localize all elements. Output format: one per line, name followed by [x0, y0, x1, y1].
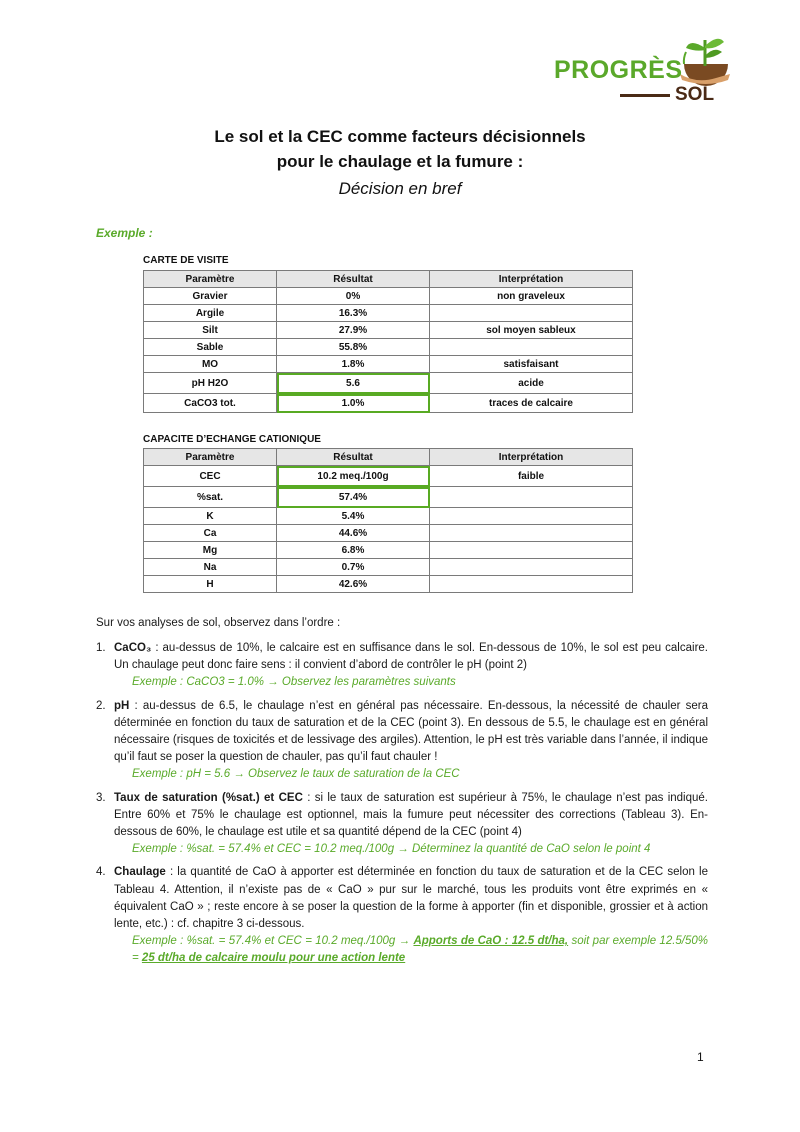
logo-sub: SOL — [675, 84, 715, 105]
table-row — [144, 525, 633, 542]
progres-sol-logo — [548, 34, 738, 106]
cell-result-highlighted: 5.6 — [277, 373, 430, 394]
cell-interp: acide — [430, 373, 633, 394]
cell-result: 6.8% — [277, 542, 430, 559]
step-term: Chaulage — [114, 866, 166, 879]
cell-interp — [430, 559, 633, 576]
example-prefix: Exemple : %sat. = 57.4% et CEC = 10.2 meq./100g → — [132, 935, 414, 948]
step-caco3 — [96, 640, 708, 692]
cell-param: %sat. — [144, 487, 277, 508]
cell-param: H — [144, 576, 277, 593]
step-term: Taux de saturation (%sat.) et CEC — [114, 791, 303, 804]
step-ph — [96, 698, 708, 784]
table-row — [144, 466, 633, 487]
cell-result-highlighted: 57.4% — [277, 487, 430, 508]
table-row — [144, 322, 633, 339]
table-row — [144, 487, 633, 508]
step-example: Exemple : %sat. = 57.4% et CEC = 10.2 meq./100g → Déterminez la quantité de CaO selon le point 4 — [132, 843, 651, 856]
cell-interp: non graveleux — [430, 288, 633, 305]
step-saturation-cec — [96, 790, 708, 859]
table-row — [144, 373, 633, 394]
table-header-row — [144, 271, 633, 288]
table-row — [144, 356, 633, 373]
cell-param: Gravier — [144, 288, 277, 305]
cell-param: Na — [144, 559, 277, 576]
table-row — [144, 339, 633, 356]
step-term: CaCO₃ — [114, 642, 152, 654]
step-text: : la quantité de CaO à apporter est déterminée en fonction du taux de saturation et de la CEC selon le Tableau 4. Attention, il n’existe pas de « CaO » pur sur le marché, tous les produits vont être exprimés en « équivalent CaO » ; reste encore à se poser la question de la forme à apporter (fin et disponible, grossier et à action lente, etc.) : cf. chapitre 3 ci-dessous. — [114, 866, 708, 931]
logo-word: PROGRÈS — [554, 56, 683, 84]
cell-interp: faible — [430, 466, 633, 487]
step-example: Exemple : pH = 5.6 → Observez le taux de saturation de la CEC — [132, 768, 460, 781]
header-parametre: Paramètre — [144, 449, 277, 466]
cell-param: MO — [144, 356, 277, 373]
cell-param: Argile — [144, 305, 277, 322]
capacite-echange-table — [143, 448, 633, 593]
step-chaulage — [96, 864, 708, 967]
cell-interp — [430, 339, 633, 356]
cell-interp — [430, 305, 633, 322]
cell-result: 0.7% — [277, 559, 430, 576]
cell-interp: traces de calcaire — [430, 394, 633, 413]
table-row — [144, 576, 633, 593]
carte-de-visite-table — [143, 270, 633, 413]
cell-result-highlighted: 1.0% — [277, 394, 430, 413]
table-row — [144, 559, 633, 576]
header-interpretation: Interprétation — [430, 449, 633, 466]
intro-text: Sur vos analyses de sol, observez dans l’ordre : — [96, 617, 341, 629]
table-row — [144, 542, 633, 559]
header-parametre: Paramètre — [144, 271, 277, 288]
example-calcaire-amount: 25 dt/ha de calcaire moulu pour une action lente — [141, 952, 406, 965]
cell-interp: satisfaisant — [430, 356, 633, 373]
cell-interp — [430, 525, 633, 542]
table2-caption: CAPACITE D’ECHANGE CATIONIQUE — [143, 434, 321, 445]
cell-result-highlighted: 10.2 meq./100g — [277, 466, 430, 487]
cell-param: K — [144, 508, 277, 525]
cell-param: Mg — [144, 542, 277, 559]
table1-caption: CARTE DE VISITE — [143, 255, 229, 266]
table-row — [144, 288, 633, 305]
step-number: 3. — [96, 791, 106, 804]
cell-interp: sol moyen sableux — [430, 322, 633, 339]
decision-steps-list — [96, 640, 708, 974]
document-subtitle: Décision en bref — [338, 179, 462, 198]
cell-result: 16.3% — [277, 305, 430, 322]
table-row — [144, 305, 633, 322]
cell-interp — [430, 487, 633, 508]
step-example — [114, 933, 708, 967]
step-text: : si le taux de saturation est supérieur à 75%, le chaulage n’est pas indiqué. Entre 60% et 75% le chaulage est optionnel, mais la fumure peut nécessiter des corrections (Tableau 3). En-dessous de 60%, le chaulage est utile et sa quantité dépend de la CEC (point 4) — [114, 791, 708, 839]
step-text: : au-dessus de 6.5, le chaulage n’est en général pas nécessaire. En-dessous, la nécessité de chauler sera déterminée en fonction du taux de saturation et de la CEC (point 3). En dessous de 5.5, le chaulage est en général nécessaire (risques de toxicités et de lessivage des argiles). Attention, le pH est très variable dans l’année, il indique qu’il faut se poser la question de chauler, pas qu’il faut chauler ! — [114, 699, 708, 764]
sprout-in-hand-icon — [676, 34, 734, 86]
example-label: Exemple : — [96, 226, 153, 240]
page-number: 1 — [697, 1050, 704, 1064]
header-interpretation: Interprétation — [430, 271, 633, 288]
cell-param: Ca — [144, 525, 277, 542]
cell-result: 44.6% — [277, 525, 430, 542]
step-term: pH — [114, 699, 130, 712]
table-row — [144, 508, 633, 525]
cell-interp — [430, 508, 633, 525]
example-middle: soit par exemple 12.5/50% = — [132, 935, 709, 965]
document-title-line-2: pour le chaulage et la fumure : — [276, 152, 524, 171]
cell-result: 27.9% — [277, 322, 430, 339]
step-number: 2. — [96, 699, 106, 712]
logo-divider — [620, 94, 670, 97]
step-text: : au-dessus de 10%, le calcaire est en suffisance dans le sol. En-dessous de 10%, le sol est peu calcaire. Un chaulage peut donc faire sens : il convient d’abord de contrôler le pH (point 2) — [114, 642, 708, 672]
cell-result: 1.8% — [277, 356, 430, 373]
cell-result: 55.8% — [277, 339, 430, 356]
step-number: 4. — [96, 866, 106, 879]
cell-result: 5.4% — [277, 508, 430, 525]
cell-param: CEC — [144, 466, 277, 487]
header-resultat: Résultat — [277, 449, 430, 466]
cell-param: Silt — [144, 322, 277, 339]
example-cao-amount: Apports de CaO : 12.5 dt/ha, — [413, 935, 569, 948]
table-row — [144, 394, 633, 413]
cell-param: CaCO3 tot. — [144, 394, 277, 413]
step-number: 1. — [96, 642, 106, 654]
cell-result: 42.6% — [277, 576, 430, 593]
cell-interp — [430, 542, 633, 559]
cell-param: pH H2O — [144, 373, 277, 394]
cell-result: 0% — [277, 288, 430, 305]
step-example: Exemple : CaCO3 = 1.0% → Observez les paramètres suivants — [132, 676, 456, 689]
table-header-row — [144, 449, 633, 466]
cell-interp — [430, 576, 633, 593]
cell-param: Sable — [144, 339, 277, 356]
document-title-line-1: Le sol et la CEC comme facteurs décisionnels — [214, 127, 586, 146]
header-resultat: Résultat — [277, 271, 430, 288]
